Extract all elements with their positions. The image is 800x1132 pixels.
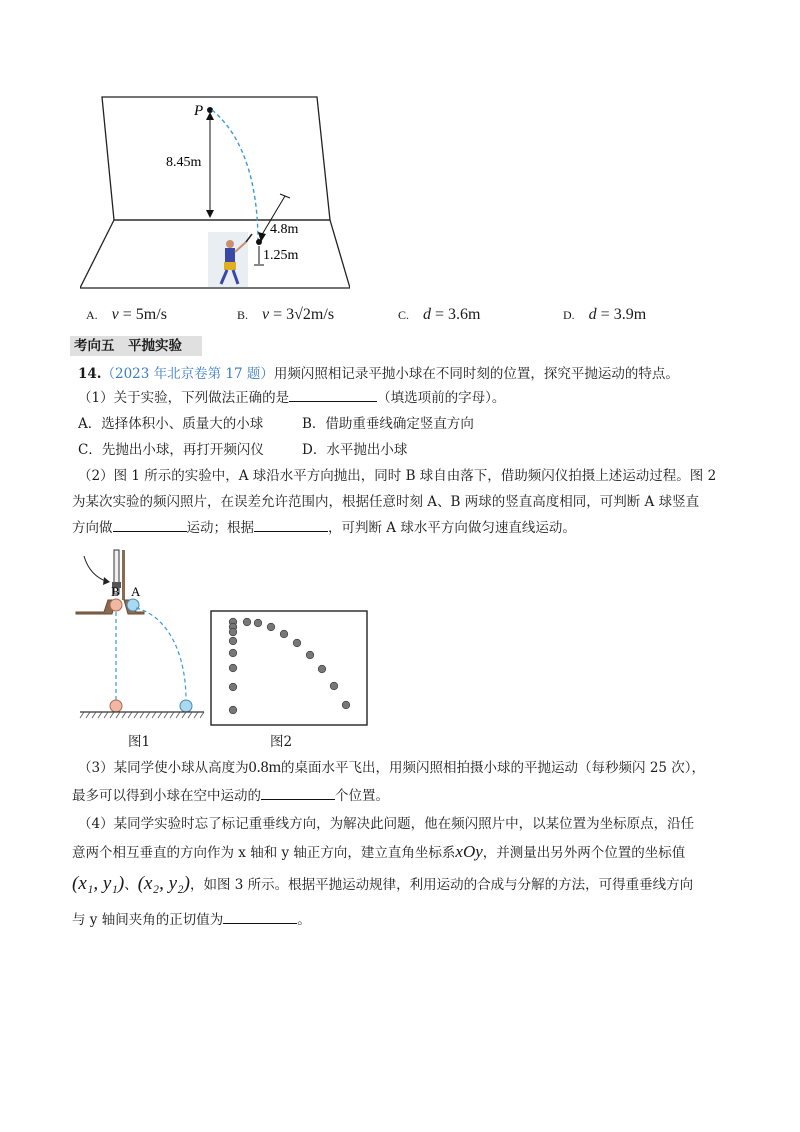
ball-a-landed (180, 700, 192, 712)
part3-text-a: （3）某同学使小球从高度为 (78, 760, 249, 776)
ball-b-landed (110, 700, 122, 712)
point-2: (x₂, y₂) (137, 873, 190, 894)
part4-line-4 (72, 910, 311, 930)
ball (256, 239, 262, 245)
part3-height: 0.8m (248, 759, 282, 776)
choice-c[interactable] (398, 306, 480, 324)
part3-line-1 (78, 758, 705, 778)
hit-height-label: 1.25m (263, 248, 299, 263)
distance-label: 4.8m (270, 222, 299, 237)
choice-letter: C. (398, 308, 410, 322)
ball-b-label: B (111, 584, 120, 599)
part1-suffix: （填选项前的字母）。 (377, 390, 506, 406)
choice-d[interactable] (563, 306, 646, 324)
part3-line-2 (72, 786, 389, 806)
question-number: 14. (78, 366, 102, 382)
question-source: （2023 年北京卷第 17 题） (101, 366, 274, 382)
choice-var: v (111, 306, 119, 323)
figure-1-caption: 图1 (128, 734, 151, 750)
part1-line (78, 388, 505, 408)
part4-line-3 (72, 874, 693, 895)
ball-a-label: A (131, 584, 141, 599)
part2-text-b: 运动；根据 (186, 520, 254, 536)
option-b: B．借助重垂线确定竖直方向 (302, 416, 474, 432)
answer-blank-5[interactable] (223, 911, 297, 924)
coord-system: xOy (455, 842, 483, 861)
part2-text-a: 方向做 (72, 520, 113, 536)
part4-text-b: ，并测量出另外两个位置的坐标值 (482, 845, 686, 861)
court-figure (80, 92, 350, 292)
figure-2-caption: 图2 (270, 734, 293, 750)
point-1: (x₁, y₁) (72, 873, 125, 894)
part4-text-d: 与 y 轴间夹角的正切值为 (72, 912, 224, 928)
part4-line-1: （4）某同学实验时忘了标记重垂线方向，为解决此问题，他在频闪照片中，以某位置为坐标原点，沿任 (78, 816, 695, 832)
part4-line-2 (72, 842, 685, 863)
part2-line-2: 为某次实验的频闪照片，在误差允许范围内，根据任意时刻 A、B 两球的竖直高度相同，可判断 A 球竖直 (72, 494, 700, 510)
choice-b[interactable] (237, 306, 334, 324)
ground-hatch (80, 712, 204, 718)
ball-b (110, 599, 122, 611)
part4-text-a: 意两个相互垂直的方向作为 x 轴和 y 轴正方向，建立直角坐标系 (72, 845, 456, 861)
answer-blank-1[interactable] (289, 389, 377, 402)
part1-prefix: （1）关于实验，下列做法正确的是 (78, 390, 290, 406)
choice-expr: = 3.9m (596, 306, 647, 323)
option-c: C．先抛出小球，再打开频闪仪 (78, 442, 264, 458)
part3-text-c: 最多可以得到小球在空中运动的 (72, 788, 261, 804)
choice-letter: B. (237, 308, 249, 322)
choice-a[interactable] (86, 306, 167, 324)
part2-line-3 (72, 518, 576, 538)
choice-letter: D. (563, 308, 575, 322)
part2-text-c: ，可判断 A 球水平方向做匀速直线运动。 (328, 520, 576, 536)
part3-text-d: 个位置。 (335, 788, 389, 804)
question-intro-line (78, 364, 679, 384)
wall (102, 97, 330, 220)
point-separator: 、 (124, 877, 138, 893)
part3-text-b: 的桌面水平飞出，用频闪照相拍摄小球的平抛运动（每秒频闪 25 次）， (281, 760, 706, 776)
answer-blank-4[interactable] (261, 787, 335, 800)
figure-1 (70, 544, 210, 744)
answer-blank-3[interactable] (254, 519, 328, 532)
height-label: 8.45m (166, 155, 202, 170)
section-heading: 考向五 平抛实验 (70, 336, 202, 356)
part4-text-c: ，如图 3 所示。根据平抛运动规律，利用运动的合成与分解的方法，可得重垂线方向 (189, 877, 694, 893)
answer-blank-2[interactable] (113, 519, 187, 532)
choice-var: d (588, 306, 597, 323)
choice-var: d (423, 306, 432, 323)
choice-expr: = 3.6m (431, 306, 481, 323)
part2-line-1: （2）图 1 所示的实验中，A 球沿水平方向抛出，同时 B 球自由落下，借助频闪仪拍摄上述运动过程。图 2 (78, 468, 717, 484)
ball-trajectory (212, 110, 258, 242)
choice-var: v (262, 306, 270, 323)
choice-expr: = 5m/s (118, 306, 167, 323)
point-p-label: P (194, 103, 204, 119)
part4-text-e: 。 (297, 912, 311, 928)
ball-a (127, 599, 139, 611)
choice-letter: A. (86, 308, 98, 322)
path-a (136, 608, 186, 700)
option-d: D．水平抛出小球 (302, 442, 408, 458)
option-a: A．选择体积小、质量大的小球 (78, 416, 264, 432)
question-intro: 用频闪照相记录平抛小球在不同时刻的位置，探究平抛运动的特点。 (273, 366, 679, 382)
choice-expr: = 3√2m/s (269, 306, 335, 323)
tennis-player-image (208, 232, 252, 287)
figure-2 (210, 610, 370, 728)
